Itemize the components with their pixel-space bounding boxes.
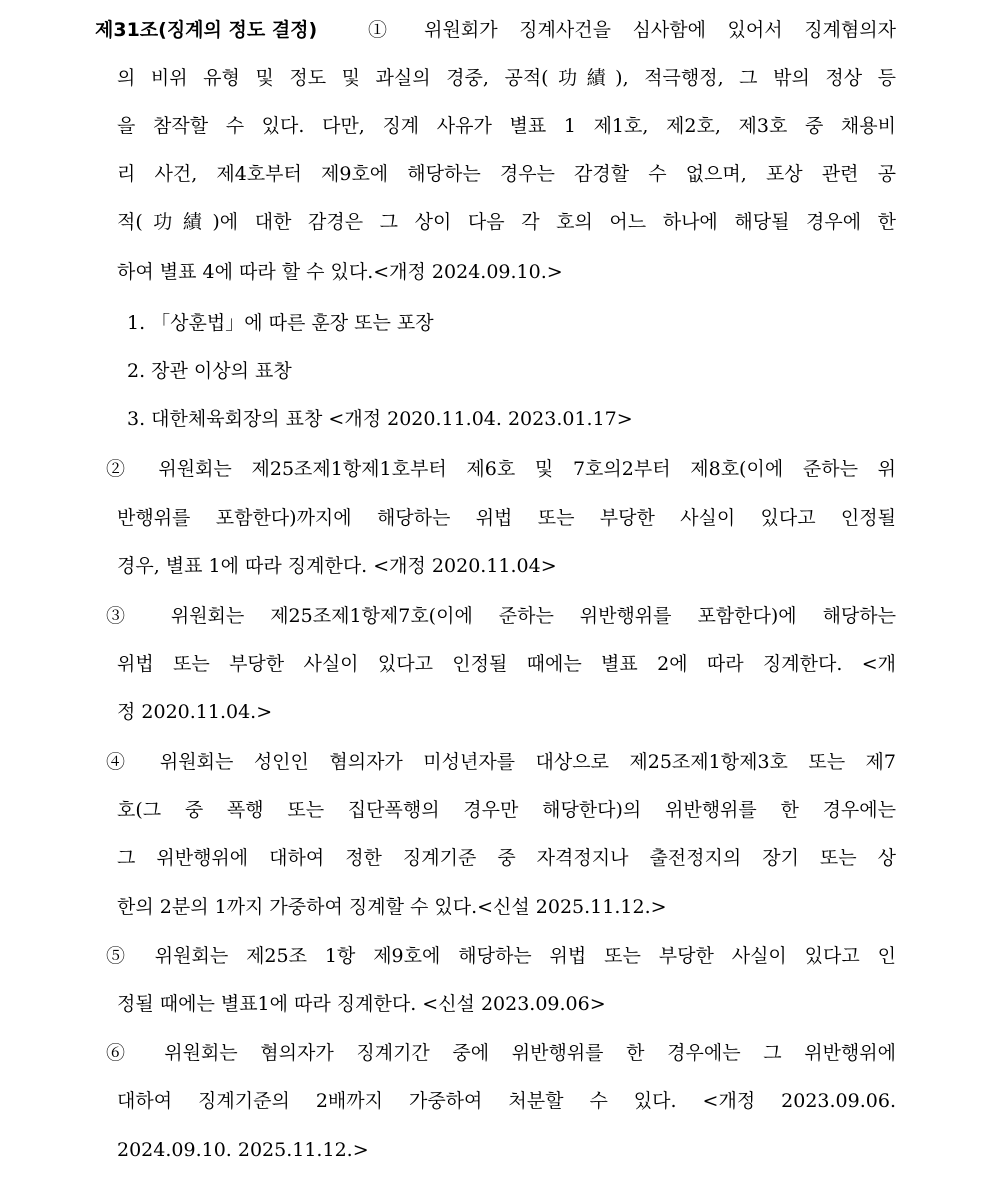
paragraph-1-line-3: 을 참작할 수 있다. 다만, 징계 사유가 별표 1 제1호, 제2호, 제3호 중 채용비	[117, 115, 896, 137]
paragraph-4-line-3: 그 위반행위에 대하여 정한 징계기준 중 자격정지나 출전정지의 장기 또는 상	[117, 847, 896, 869]
paragraph-1-line-4: 리 사건, 제4호부터 제9호에 해당하는 경우는 감경할 수 없으며, 포상 관련 공	[117, 163, 896, 185]
paragraph-2-line-1: ② 위원회는 제25조제1항제1호부터 제6호 및 7호의2부터 제8호(이에 준하는 위	[106, 458, 896, 480]
list-item-1: 1. 「상훈법」에 따른 훈장 또는 포장	[127, 312, 434, 334]
list-item-3: 3. 대한체육회장의 표창 <개정 2020.11.04. 2023.01.17>	[127, 408, 633, 430]
article-title: 제31조(징계의 정도 결정)	[95, 19, 318, 41]
paragraph-6-line-3: 2024.09.10. 2025.11.12.>	[117, 1139, 369, 1161]
paragraph-2-line-2: 반행위를 포함한다)까지에 해당하는 위법 또는 부당한 사실이 있다고 인정될	[117, 507, 896, 529]
paragraph-1-line-2: 의 비위 유형 및 정도 및 과실의 경중, 공적(功績), 적극행정, 그 밖의 정상 등	[117, 67, 896, 89]
paragraph-5-line-1: ⑤ 위원회는 제25조 1항 제9호에 해당하는 위법 또는 부당한 사실이 있다고 인	[106, 945, 896, 967]
paragraph-3-line-1: ③ 위원회는 제25조제1항제7호(이에 준하는 위반행위를 포함한다)에 해당하는	[106, 605, 896, 627]
list-item-2: 2. 장관 이상의 표창	[127, 360, 292, 382]
paragraph-5-line-2: 정될 때에는 별표1에 따라 징계한다. <신설 2023.09.06>	[117, 993, 606, 1015]
paragraph-4-line-1: ④ 위원회는 성인인 혐의자가 미성년자를 대상으로 제25조제1항제3호 또는 제7	[106, 751, 896, 773]
paragraph-6-line-1: ⑥ 위원회는 혐의자가 징계기간 중에 위반행위를 한 경우에는 그 위반행위에	[106, 1042, 896, 1064]
paragraph-4-line-2: 호(그 중 폭행 또는 집단폭행의 경우만 해당한다)의 위반행위를 한 경우에는	[117, 799, 896, 821]
paragraph-2-line-3: 경우, 별표 1에 따라 징계한다. <개정 2020.11.04>	[117, 555, 557, 577]
paragraph-1-line-6: 하여 별표 4에 따라 할 수 있다.<개정 2024.09.10.>	[117, 261, 563, 283]
paragraph-1-line-1: ① 위원회가 징계사건을 심사함에 있어서 징계혐의자	[368, 19, 896, 41]
paragraph-3-line-2: 위법 또는 부당한 사실이 있다고 인정될 때에는 별표 2에 따라 징계한다. <개	[117, 653, 896, 675]
paragraph-4-line-4: 한의 2분의 1까지 가중하여 징계할 수 있다.<신설 2025.11.12.>	[117, 896, 667, 918]
paragraph-6-line-2: 대하여 징계기준의 2배까지 가중하여 처분할 수 있다. <개정 2023.09.06.	[117, 1090, 896, 1112]
paragraph-1-line-5: 적(功績)에 대한 감경은 그 상이 다음 각 호의 어느 하나에 해당될 경우에 한	[117, 211, 896, 233]
paragraph-3-line-3: 정 2020.11.04.>	[117, 701, 273, 723]
